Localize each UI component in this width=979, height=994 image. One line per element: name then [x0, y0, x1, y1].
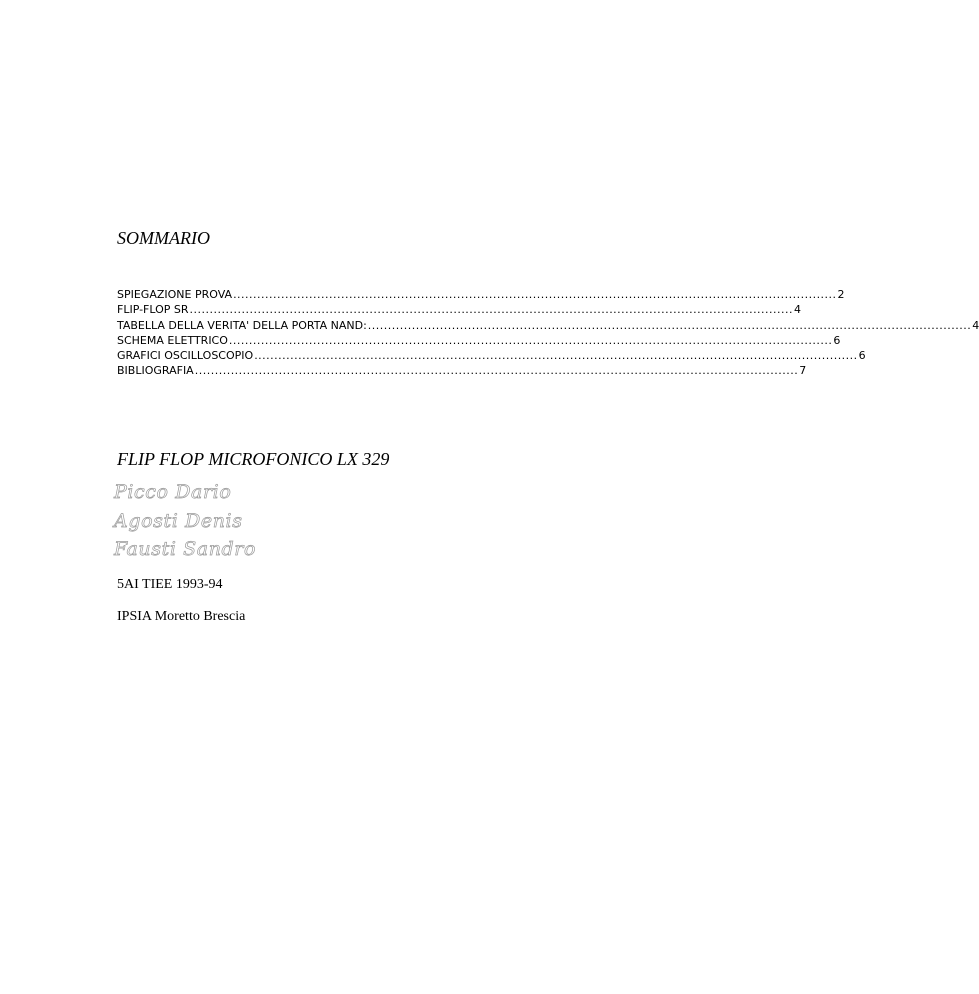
author-list: [114, 478, 256, 564]
toc-entry-title: GRAFICI OSCILLOSCOPIO: [117, 349, 254, 363]
toc-entry[interactable]: [117, 348, 866, 363]
toc-heading: SOMMARIO: [117, 228, 210, 248]
author-name: Agosti Denis: [114, 509, 243, 532]
toc-entry-page: 4: [972, 318, 979, 332]
toc-entry-title: TABELLA DELLA VERITA' DELLA PORTA NAND:: [117, 318, 367, 332]
toc-entry-title: BIBLIOGRAFIA: [117, 364, 194, 378]
toc-entry[interactable]: [117, 333, 841, 348]
table-of-contents: [117, 287, 979, 379]
toc-entry[interactable]: [117, 302, 802, 317]
toc-leader-dots: .......................................................................................................................................................: [233, 288, 837, 301]
toc-leader-dots: .......................................................................................................................................................: [367, 318, 972, 332]
document-title: FLIP FLOP MICROFONICO LX 329: [117, 449, 390, 469]
school-name: IPSIA Moretto Brescia: [117, 609, 246, 624]
toc-entry[interactable]: [117, 318, 979, 333]
toc-entry[interactable]: [117, 287, 845, 302]
toc-entry-page: 4: [794, 303, 802, 317]
toc-leader-dots: .......................................................................................................................................................: [189, 303, 794, 317]
author-name: Picco Dario: [114, 481, 232, 503]
toc-entry-title: SCHEMA ELETTRICO: [117, 333, 228, 347]
toc-entry-title: SPIEGAZIONE PROVA: [117, 288, 233, 301]
toc-leader-dots: .......................................................................................................................................................: [228, 333, 833, 347]
toc-leader-dots: .......................................................................................................................................................: [194, 364, 799, 378]
toc-leader-dots: .......................................................................................................................................................: [254, 349, 858, 363]
toc-entry-page: 6: [858, 349, 866, 363]
toc-entry-page: 2: [837, 288, 845, 301]
author-name: Fausti Sandro: [114, 538, 257, 560]
toc-entry-title: FLIP-FLOP SR: [117, 303, 189, 317]
class-year: 5AI TIEE 1993-94: [117, 577, 223, 592]
toc-entry[interactable]: [117, 363, 807, 378]
toc-entry-page: 6: [833, 333, 841, 347]
toc-entry-page: 7: [799, 364, 807, 378]
